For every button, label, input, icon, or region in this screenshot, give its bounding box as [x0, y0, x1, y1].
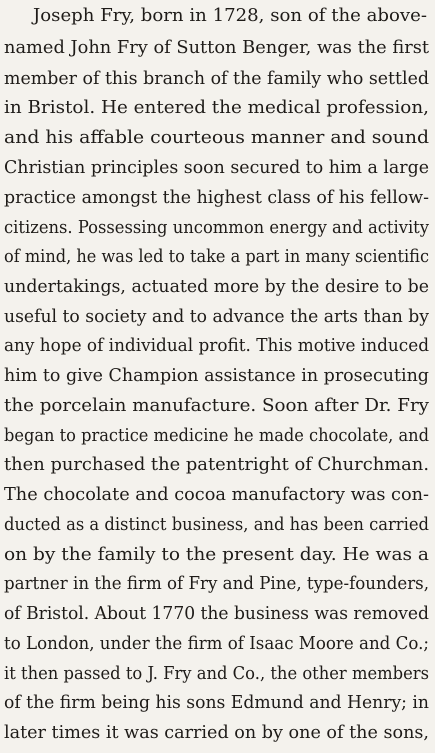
line-text: then purchased the patentright of Churchman.: [4, 455, 429, 475]
text-line: [0, 509, 435, 542]
text-line: [0, 360, 435, 393]
line-text: and his affable courteous manner and sound: [4, 128, 430, 148]
text-line: [0, 568, 435, 601]
text-line: [0, 0, 435, 33]
text-line: [0, 449, 435, 482]
text-line: [0, 717, 435, 750]
line-text: any hope of individual profit. This motive induced: [4, 336, 429, 356]
line-text: on by the family to the present day. He was a: [4, 545, 429, 565]
text-line: [0, 92, 435, 125]
line-text: of the firm being his sons Edmund and Henry; in: [4, 693, 429, 713]
line-text: The chocolate and cocoa manufactory was con-: [4, 485, 429, 505]
text-line: [0, 122, 435, 155]
line-text: practice amongst the highest class of his fellow-: [4, 188, 429, 208]
line-text: to London, under the firm of Isaac Moore and Co.;: [4, 634, 429, 654]
text-line: [0, 182, 435, 215]
text-line: [0, 32, 435, 65]
text-line: [0, 330, 435, 363]
line-text: partner in the firm of Fry and Pine, type-founders,: [4, 574, 429, 594]
line-text: member of this branch of the family who settled: [4, 69, 429, 89]
line-text: named John Fry of Sutton Benger, was the first: [4, 38, 429, 58]
line-text: later times it was carried on by one of the sons,: [4, 723, 429, 743]
line-text: the porcelain manufacture. Soon after Dr. Fry: [4, 396, 429, 416]
text-line: [0, 390, 435, 423]
text-line: [0, 479, 435, 512]
text-line: [0, 271, 435, 304]
line-text: began to practice medicine he made chocolate, and: [4, 426, 429, 446]
line-text: of Bristol. About 1770 the business was removed: [4, 604, 429, 624]
line-text: in Bristol. He entered the medical profession,: [4, 98, 429, 118]
line-text: undertakings, actuated more by the desire to be: [4, 277, 429, 297]
text-line: [0, 241, 435, 274]
line-text: useful to society and to advance the arts than by: [4, 307, 429, 327]
line-text: citizens. Possessing uncommon energy and activity: [4, 218, 429, 238]
text-line: [0, 598, 435, 631]
line-text: Christian principles soon secured to him a large: [4, 158, 429, 178]
text-line: [0, 687, 435, 720]
line-text: ducted as a distinct business, and has been carried: [4, 515, 429, 535]
line-text: him to give Champion assistance in prosecuting: [4, 366, 429, 386]
text-line: [0, 628, 435, 661]
line-text: of mind, he was led to take a part in many scientific: [4, 247, 429, 267]
line-text: it then passed to J. Fry and Co., the other members: [4, 664, 429, 684]
line-text: Joseph Fry, born in 1728, son of the above-: [33, 6, 428, 26]
text-line: [0, 152, 435, 185]
